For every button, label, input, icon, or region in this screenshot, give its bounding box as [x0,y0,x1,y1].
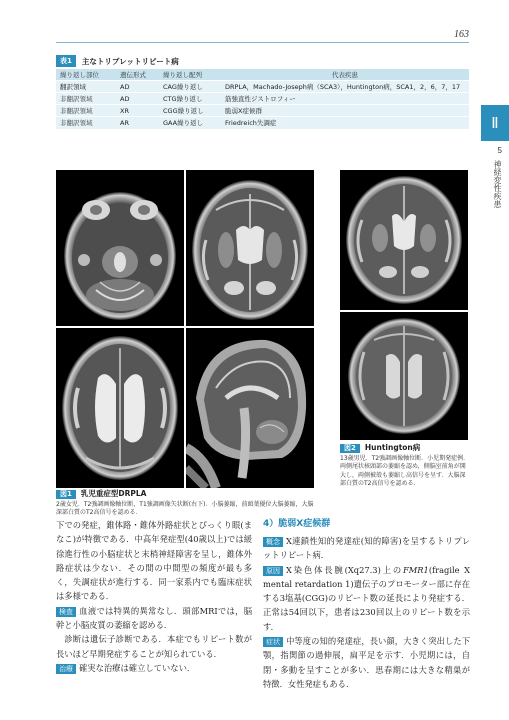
paragraph: 下での発症，錐体路・錐体外路症状とぴっくり眼(まなこ)が特徴である．中高年発症型(40歳以上)では緩徐進行性の小脳症状と末梢神経障害を呈し，錐体外路症状は少ない．その間の中間型の頻度が最も多く，失調症状が進行する．同一家系内でも臨床症状は多様である． [56,520,252,602]
header-cell: 遺伝形式 [116,69,159,81]
tag-cause: 原因 [263,566,283,576]
table-cell: 翻訳領域 [56,81,116,93]
paragraph: 診断は遺伝子診断である．本症でもリピート数が長いほど早期発症することが知られている． [56,634,252,659]
mri-huntington-lower [340,312,468,440]
table-cell: 筋強直性ジストロフィー [221,93,469,105]
header-cell: 代表疾患 [221,69,469,81]
mri-huntington-upper [340,170,468,310]
mri-sagittal-t1 [186,328,314,488]
mri-axial-basal-ganglia [186,170,314,326]
table-cell: Friedreich失調症 [221,117,469,129]
table-cell: CAG繰り返し [159,81,221,93]
table-cell: CTG繰り返し [159,93,221,105]
paragraph: 治療 確実な治療は確立していない． [56,661,252,675]
right-body-column [263,534,470,691]
table-title: 主なトリプレットリピート病 [81,56,179,66]
paragraph: 原因 X染色体長腕(Xq27.3)上のFMR1(fragile X mental retardation 1)遺伝子のプロモーター部に存在する3塩基(CGG)のリピート数の延長により発症する．正常は54回以下，患者は230回以上のリピート数を示す． [263,564,470,632]
gene-name: FMR1 [403,564,429,575]
table-cell: CGG繰り返し [159,105,221,117]
header-cell: 繰り返し部位 [56,69,116,81]
triplet-repeat-table [56,69,469,129]
table-header-row [56,69,469,81]
table-cell: XR [116,105,159,117]
table-row [56,93,469,105]
section-number: 5 [497,146,502,155]
tag-treatment: 治療 [56,664,76,674]
figure1-caption [56,490,318,518]
table-label: 表1 [56,55,76,67]
paragraph: 検査 血液では特異的異常なし．頭部MRIでは，脳幹と小脳皮質の萎縮を認める． [56,605,252,631]
figure1-title: 乳児重症型DRPLA [80,489,147,498]
mri-axial-posterior-fossa [56,170,184,326]
paragraph: 症状 中等度の知的発達症，長い顔，大きく突出した下顎，指関節の過伸展，扁平足を示す．小児期には，自閉・多動を呈すことが多い．思春期には大きな精巣が特徴．女性発症もある． [263,636,470,689]
header-cell: 繰り返し配列 [159,69,221,81]
figure2-description: 13歳男児．T2強調画像軸位断．小児期発症例．両側尾状核頭部の萎縮を認め，側脳室前角が開大し，両側被殻も萎縮し高信号を呈す．大脳深部白質のT2高信号を認める． [340,454,470,487]
figure1-label: 図1 [56,490,76,499]
mri-axial-ventricles [56,328,184,488]
section-title-vertical: 神経変性疾患 [493,160,502,208]
page-number: 163 [454,29,469,40]
header-rule [56,42,469,43]
tag-concept: 概念 [263,537,283,547]
tag-symptom: 症状 [263,637,283,647]
table-cell: 非翻訳領域 [56,93,116,105]
table-caption [56,55,179,67]
table-cell: GAA繰り返し [159,117,221,129]
tag-exam: 検査 [56,607,76,617]
table-cell: 非翻訳領域 [56,105,116,117]
left-body-column [56,518,252,675]
table-row [56,105,469,117]
chapter-tab: Ⅱ [481,105,509,141]
table-cell: AD [116,93,159,105]
table-row [56,117,469,129]
figure2-caption [340,444,470,489]
table-cell: AD [116,81,159,93]
table-row [56,81,469,93]
table-cell: 非翻訳領域 [56,117,116,129]
table-cell: AR [116,117,159,129]
figure2-title: Huntington病 [364,443,421,452]
paragraph: 概念 X連鎖性知的発達症(知的障害)を呈するトリプレットリピート病． [263,536,470,561]
table-cell: 脆弱X症候群 [221,105,469,117]
figure2-label: 図2 [340,444,360,453]
figure1-description: 2歳女児．T2強調画像軸位断，T1強調画像矢状断(右下)．小脳萎縮，前頭葉優位大脳萎縮，大脳深部白質のT2高信号を認める． [56,500,314,516]
section-heading: 4）脆弱X症候群 [263,519,331,529]
table-cell: DRPLA，Machado-Joseph病（SCA3），Huntington病，SCA1，2，6，7，17 [221,81,469,93]
